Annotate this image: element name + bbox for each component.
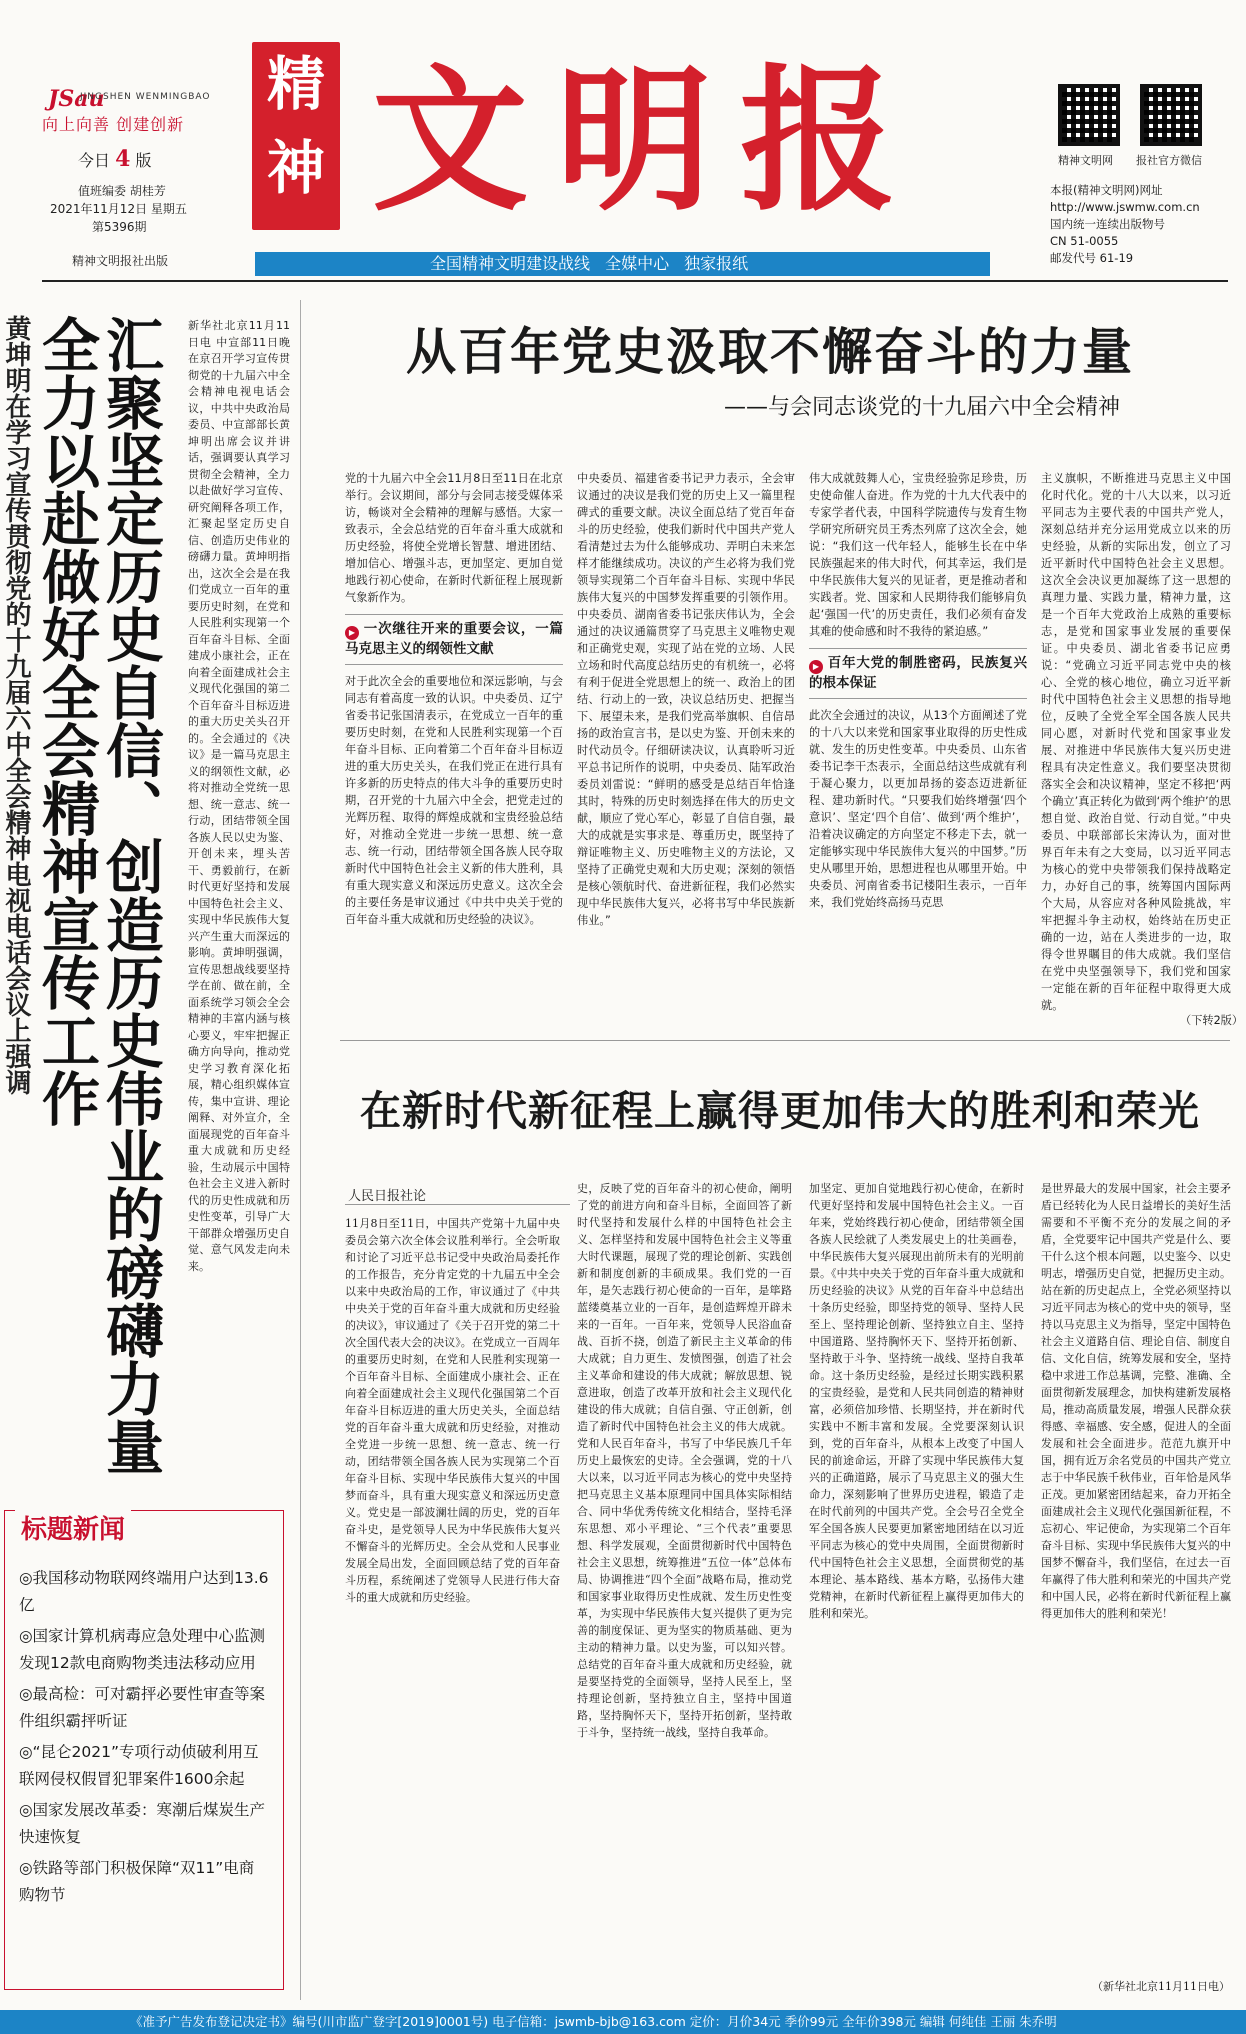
play-icon: ▶ [809, 660, 823, 674]
byline-divider [345, 1204, 570, 1205]
brief-news-item[interactable]: ◎“昆仑2021”专项行动侦破利用互联网侵权假冒犯罪案件1600余起 [19, 1743, 259, 1788]
masthead-title: 文明报 [372, 49, 924, 232]
postal-code: 邮发代号 61-19 [1050, 251, 1134, 265]
article2-byline: 人民日报社论 [348, 1189, 427, 1204]
masthead-divider [42, 280, 1228, 282]
article2-column-2: 史，反映了党的百年奋斗的初心使命，阐明了党的前进方向和奋斗目标，全面回答了新时代坚持和发展什么样的中国特色社会主义、怎样坚持和发展中国特色社会主义等重大时代课题，展现了党的理论创新、实践创新和制度创新的丰硕成果。我们党的一百年，是矢志践行初心使命的一百年，是筚路蓝缕奠基立业的一百年，是创造辉煌开辟未来的一百年。一百年来，党领导人民浴血奋战、百折不挠，创造了新民主主义革命的伟大成就；自力更生、发愤图强，创造了社会主义革命和建设的伟大成就；解放思想、锐意进取，创造了改革开放和社会主义现代化建设的伟大成就；自信自强、守正创新，创造了新时代中国特色社会主义的伟大成就。党和人民百年奋斗，书写了中华民族几千年历史上最恢宏的史诗。全会强调，党的十八大以来，以习近平同志为核心的党中央坚持把马克思主义基本原理同中国具体实际相结合、同中华优秀传统文化相结合，坚持毛泽东思想、邓小平理论、“三个代表”重要思想、科学发展观，全面贯彻新时代中国特色社会主义思想，统筹推进“五位一体”总体布局、协调推进“四个全面”战略布局，推动党和国家事业取得历史性成就、发生历史性变革，为实现中华民族伟大复兴提供了更为完善的制度保证、更为坚实的物质基础、更为主动的精神力量。以史为鉴，可以知兴替。总结党的百年奋斗重大成就和历史经验，就是要坚持党的全面领导，坚持人民至上，坚持理论创新，坚持独立自主，坚持中国道路，坚持胸怀天下，坚持开拓创新，坚持敢于斗争，坚持统一战线，坚持自我革命。 [577, 1182, 792, 1739]
site-line: 本报(精神文明网)网址 [1050, 183, 1163, 197]
today-page-count: 4 [115, 146, 131, 172]
article2-headline: 在新时代新征程上赢得更加伟大的胜利和荣光 [360, 1087, 1200, 1135]
newspaper-logo-mark: JSau [48, 86, 105, 112]
article1-column-3 [809, 470, 1027, 1030]
brief-news-item[interactable]: ◎国家计算机病毒应急处理中心监测发现12款电商购物类违法移动应用 [19, 1627, 266, 1672]
article1-headline: 从百年党史汲取不懈奋斗的力量 [406, 323, 1134, 381]
qr-code-website-icon[interactable] [1058, 84, 1120, 146]
issue-date: 2021年11月12日 星期五 [50, 202, 187, 216]
brief-news-item[interactable]: ◎最高检：可对霸抨必要性审查等案件组织霸抨听证 [19, 1685, 266, 1730]
today-suffix: 版 [135, 151, 152, 170]
article1-subheadline: ——与会同志谈党的十九届六中全会精神 [723, 395, 1120, 420]
seal-char-1: 精 [266, 50, 325, 118]
brief-news-item[interactable]: ◎国家发展改革委：寒潮后煤炭生产快速恢复 [19, 1801, 266, 1846]
article2-dateline: （新华社北京11月11日电） [1092, 1980, 1230, 1993]
article1-header [340, 312, 1230, 421]
column-divider [300, 300, 301, 2000]
cn-number: CN 51-0055 [1050, 234, 1119, 248]
masthead-seal [252, 42, 340, 230]
footer-bar: 《准予广告发布登记决定书》编号(川市监广登字[2019]0001号) 电子信箱：jswmb-bjb@163.com 定价：月价34元 季价99元 全年价398元 编辑 何纯佳 王丽 朱乔明 [0, 2010, 1246, 2034]
article2-column-3: 加坚定、更加自觉地践行初心使命，在新时代更好坚持和发展中国特色社会主义。一百年来，党始终践行初心使命，团结带领全国各族人民绘就了人类发展史上的壮美画卷，中华民族伟大复兴展现出前所未有的光明前景。《中共中央关于党的百年奋斗重大成就和历史经验的决议》从党的百年奋斗中总结出十条历史经验，即坚持党的领导、坚持人民至上、坚持理论创新、坚持独立自主、坚持中国道路、坚持胸怀天下、坚持开拓创新、坚持敢于斗争、坚持统一战线、坚持自我革命。这十条历史经验，是经过长期实践积累的宝贵经验，是党和人民共同创造的精神财富，必须倍加珍惜、长期坚持，并在新时代实践中不断丰富和发展。全党要深刻认识到，党的百年奋斗，从根本上改变了中国人民的前途命运，开辟了实现中华民族伟大复兴的正确道路，展示了马克思主义的强大生命力，深刻影响了世界历史进程，锻造了走在时代前列的中国共产党。全会号召全党全军全国各族人民要更加紧密地团结在以习近平同志为核心的党中央周围，全面贯彻新时代中国特色社会主义思想，全面贯彻党的基本理论、基本路线、基本方略，弘扬伟大建党精神，在新时代新征程上赢得更加伟大的胜利和荣光。 [809, 1182, 1024, 1620]
publisher: 精神文明报社出版 [72, 254, 169, 268]
duty-editor: 值班编委 胡桂芳 [78, 184, 166, 198]
article-divider [340, 1040, 1230, 1041]
qr-wechat-label: 报社官方微信 [1136, 154, 1202, 167]
article1-column-1 [345, 470, 563, 1030]
article1-col1-text-a: 党的十九届六中全会11月8日至11日在北京举行。会议期间，部分与会同志接受媒体采访，畅谈对全会精神的理解与感悟。大家一致表示，全会总结党的百年奋斗重大成就和历史经验，将使全党增长智慧、增进团结、增加信心、增强斗志，更加坚定、更加自觉地践行初心使命，在新时代新征程上展现新气象新作为。 [345, 472, 563, 604]
left-headline-1: 汇聚坚定历史自信、创造历史伟业的磅礴力量 [96, 315, 164, 1475]
site-url[interactable]: http://www.jswmw.com.cn [1050, 200, 1200, 214]
issue-number: 第5396期 [92, 220, 147, 234]
article1-col3-text-b: 此次全会通过的决议，从13个方面阐述了党的十八大以来党和国家事业取得的历史性成就、发生的历史性变革。中央委员、山东省委书记李干杰表示，全面总结这些成就有利于凝心聚力，以更加昂扬的姿态迈进新征程、建功新时代。“只要我们始终增强‘四个意识’、坚定‘四个自信’、做到‘两个维护’，沿着决议确定的方向坚定不移走下去，就一定能够实现中华民族伟大复兴的中国梦。”历史从哪里开始，思想进程也从哪里开始。中央委员、河南省委书记楼阳生表示，一百年来，我们党始终高扬马克思 [809, 709, 1027, 909]
article1-column-2: 中央委员、福建省委书记尹力表示，全会审议通过的决议是我们党的历史上又一篇里程碑式的重要文献。决议全面总结了党百年奋斗的历史经验，使我们新时代中国共产党人看清楚过去为什么能够成功、弄明白未来怎样才能继续成功。决议的产生必将为我们党领导实现第二个百年奋斗目标、实现中华民族伟大复兴的中国梦发挥重要的引领作用。中央委员、湖南省委书记张庆伟认为，全会通过的决议通篇贯穿了马克思主义唯物史观和正确党史观，实现了站在党的立场、人民立场和时代高度总结历史的有机统一，必将有利于促进全党思想上的统一、政治上的团结、行动上的一致，决议总结历史、把握当下、展望未来，是我们党高举旗帜、自信昂扬的政治宣言书，是以史为鉴、开创未来的时代动员令。仔细研读决议，认真聆听习近平总书记所作的说明，中央委员、陆军政治委员刘雷说：“鲜明的感受是总结百年恰逢其时，特殊的历史时刻选择在伟大的历史文献，顺应了党心军心，彰显了自信自强，最大的成就是实事求是、尊重历史，既坚持了辩证唯物主义、历史唯物主义的方法论，又坚持了正确党史观和大历史观；深刻的领悟是核心领航时代、奋进新征程，我们必然实现中华民族伟大复兴，必将书写中华民族新伟业。” [577, 472, 795, 927]
masthead-band: 全国精神文明建设战线 全媒中心 独家报纸 [255, 252, 990, 276]
article1-subhead-1 [345, 614, 563, 665]
brief-news-box [4, 1510, 284, 1990]
masthead-info [1050, 182, 1240, 267]
brief-news-item[interactable]: ◎我国移动物联网终端用户达到13.6亿 [19, 1569, 269, 1614]
article1-subhead-2-text: 百年大党的制胜密码，民族复兴的根本保证 [809, 655, 1027, 691]
qr-code-wechat-icon[interactable] [1140, 84, 1202, 146]
left-article-body: 新华社北京11月11日电 中宣部11日晚在京召开学习宣传贯彻党的十九届六中全会精神电视电话会议，中共中央政治局委员、中宣部部长黄坤明出席会议并讲话，强调要认真学习贯彻全会精神，全力以赴做好学习宣传、研究阐释各项工作，汇聚起坚定历史自信、创造历史伟业的磅礴力量。黄坤明指出，这次全会是在我们党成立一百年的重要历史时刻，在党和人民胜利实现第一个百年奋斗目标、全面建成小康社会，正在向着全面建成社会主义现代化强国的第二个百年奋斗目标迈进的重大历史关头召开的。全会通过的《决议》是一篇马克思主义的纲领性文献，必将对推动全党统一思想、统一意志、统一行动，团结带领全国各族人民以史为鉴、开创未来，埋头苦干、勇毅前行，在新时代更好坚持和发展中国特色社会主义、实现中华民族伟大复兴产生重大而深远的影响。黄坤明强调，宣传思想战线要坚持学在前、做在前，全面系统学习领会全会精神的丰富内涵与核心要义，牢牢把握正确方向导向，推动党史学习教育深化拓展，精心组织媒体宣传，集中宣讲、理论阐释、对外宣介，全面展现党的百年奋斗重大成就和历史经验，生动展示中国特色社会主义进入新时代的历史性成就和历史性变革，引导广大干部群众增强历史自觉、意气风发走向未来。 [188, 319, 290, 1273]
article2-column-1: 11月8日至11日，中国共产党第十九届中央委员会第六次全体会议胜利举行。全会听取和讨论了习近平总书记受中央政治局委托作的工作报告，充分肯定党的十九届五中全会以来中央政治局的工作，审议通过了《中共中央关于党的百年奋斗重大成就和历史经验的决议》，审议通过了《关于召开党的第二十次全国代表大会的决议》。在党成立一百周年的重要历史时刻，在党和人民胜利实现第一个百年奋斗目标、全面建成小康社会、正在向着全面建成社会主义现代化强国第二个百年奋斗目标迈进的重大历史关头，全面总结党的百年奋斗重大成就和历史经验，对推动全党进一步统一思想、统一意志、统一行动，团结带领全国各族人民为实现第二个百年奋斗目标、实现中华民族伟大复兴的中国梦而奋斗，具有重大现实意义和深远历史意义。党史是一部波澜壮阔的历史，党的百年奋斗史，是党领导人民为中华民族伟大复兴不懈奋斗的光辉历史。全会从党和人民事业发展全局出发，全面回顾总结了党的百年奋斗历程，系统阐述了党领导人民进行伟大奋斗的重大成就和历史经验。 [345, 1217, 560, 1604]
qr-website-label: 精神文明网 [1058, 154, 1113, 167]
left-subheadline: 黄坤明在学习宣传贯彻党的十九届六中全会精神电视电话会议上强调 [1, 315, 31, 1095]
article1-column-4: 主义旗帜，不断推进马克思主义中国化时代化。党的十八大以来，以习近平同志为主要代表的中国共产党人，深刻总结并充分运用党成立以来的历史经验，从新的实际出发，创立了习近平新时代中国特色社会主义思想。这次全会决议更加凝练了这一思想的真理力量、实践力量，精神力量，这是一个百年大党政治上成熟的重要标志，是党和国家事业发展的重要保证。中央委员、湖北省委书记应勇说：“党确立习近平同志党中央的核心、全党的核心地位，确立习近平新时代中国特色社会主义思想的指导地位，反映了全党全军全国各族人民共同心愿，对新时代党和国家事业发展、对推进中华民族伟大复兴历史进程具有决定性意义。我们要坚决贯彻落实全会和决议精神，坚定不移把‘两个确立’真正转化为做到‘两个维护’的思想自觉、政治自觉、行动自觉。”中央委员、中联部部长宋涛认为，面对世界百年未有之大变局，以习近平同志为核心的党中央带领我们保持战略定力，办好自己的事，统筹国内国际两个大局，从容应对各种风险挑战，牢牢把握斗争主动权，始终站在历史正确的一边，站在人类进步的一边，取得令世界瞩目的伟大成就。我们坚信在党中央坚强领导下，我们党和国家一定能在新的百年征程中取得更大成就。 [1041, 472, 1231, 1012]
brief-news-title: 标题新闻 [15, 1509, 131, 1546]
seal-char-2: 神 [266, 134, 325, 202]
article1-col3-text-a: 伟大成就鼓舞人心，宝贵经验弥足珍贵，历史使命催人奋进。作为党的十九大代表中的专家学者代表，中国科学院遗传与发育生物学研究所研究员王秀杰列席了这次全会，她说：“我们这一代年轻人，能够生长在中华民族强起来的伟大时代，何其幸运，我们是中华民族伟大复兴的见证者，更是推动者和实践者。党、国家和人民期待我们能够肩负起‘强国一代’的历史责任，我们必须有奋发其难的使命感和时不我待的紧迫感。” [809, 472, 1027, 638]
left-headline-2: 全力以赴做好全会精神宣传工作 [32, 315, 100, 1127]
article2-column-4: 是世界最大的发展中国家，社会主要矛盾已经转化为人民日益增长的美好生活需要和不平衡不充分的发展之间的矛盾，全党要牢记中国共产党是什么、要干什么这个根本问题，以史鉴今、以史明志，增强历史自觉，把握历史主动。站在新的历史起点上，全党必须坚持以习近平同志为核心的党中央的领导，坚持以马克思主义为指导，坚定中国特色社会主义道路自信、理论自信、制度自信、文化自信，统筹发展和安全，坚持稳中求进工作总基调，完整、准确、全面贯彻新发展理念，加快构建新发展格局，推动高质量发展，增强人民群众获得感、幸福感、安全感，促进人的全面发展和社会全面进步。范范九旗开中国，拥有近万余名党员的中国共产党立志于中华民族千秋伟业，百年恰是风华正茂。更加紧密团结起来，奋力开拓全面建成社会主义现代化强国新征程，不忘初心、牢记使命，为实现第二个百年奋斗目标、实现中华民族伟大复兴的中国梦不懈奋斗，我们坚信，在过去一百年赢得了伟大胜利和荣光的中国共产党和中国人民，必将在新时代新征程上赢得更加伟大的胜利和荣光！ [1041, 1182, 1231, 1620]
today-pages [78, 146, 152, 172]
article1-subhead-2 [809, 648, 1027, 699]
continued-note: （下转2版） [1180, 1014, 1244, 1027]
today-prefix: 今日 [78, 151, 111, 170]
article1-col1-text-b: 对于此次全会的重要地位和深远影响，与会同志有着高度一致的认识。中央委员、辽宁省委书记张国清表示，在党成立一百年的重要历史时刻，在党和人民胜利实现第一个百年奋斗目标、正向着第二个百年奋斗目标迈进的重大历史关头，在我们党正在进行具有许多新的历史特点的伟大斗争的重要历史时期，召开党的十九届六中全会，把党走过的光辉历程、取得的辉煌成就和宝贵经验总结好，对推动全党进一步统一思想、统一意志、统一行动，团结带领全国各族人民夺取新时代中国特色社会主义新的伟大胜利，具有重大现实意义和深远历史意义。这次全会的主要任务是审议通过《中共中央关于党的百年奋斗重大成就和历史经验的决议》。 [345, 675, 563, 926]
play-icon: ▶ [345, 626, 359, 640]
newspaper-logo-english: JINGSHEN WENMINGBAO [80, 92, 211, 102]
unified-number-label: 国内统一连续出版物号 [1050, 217, 1165, 231]
article1-subhead-1-text: 一次继往开来的重要会议，一篇马克思主义的纲领性文献 [345, 621, 563, 657]
brief-news-item[interactable]: ◎铁路等部门积极保障“双11”电商购物节 [19, 1859, 255, 1904]
slogan: 向上向善 创建创新 [42, 115, 185, 134]
